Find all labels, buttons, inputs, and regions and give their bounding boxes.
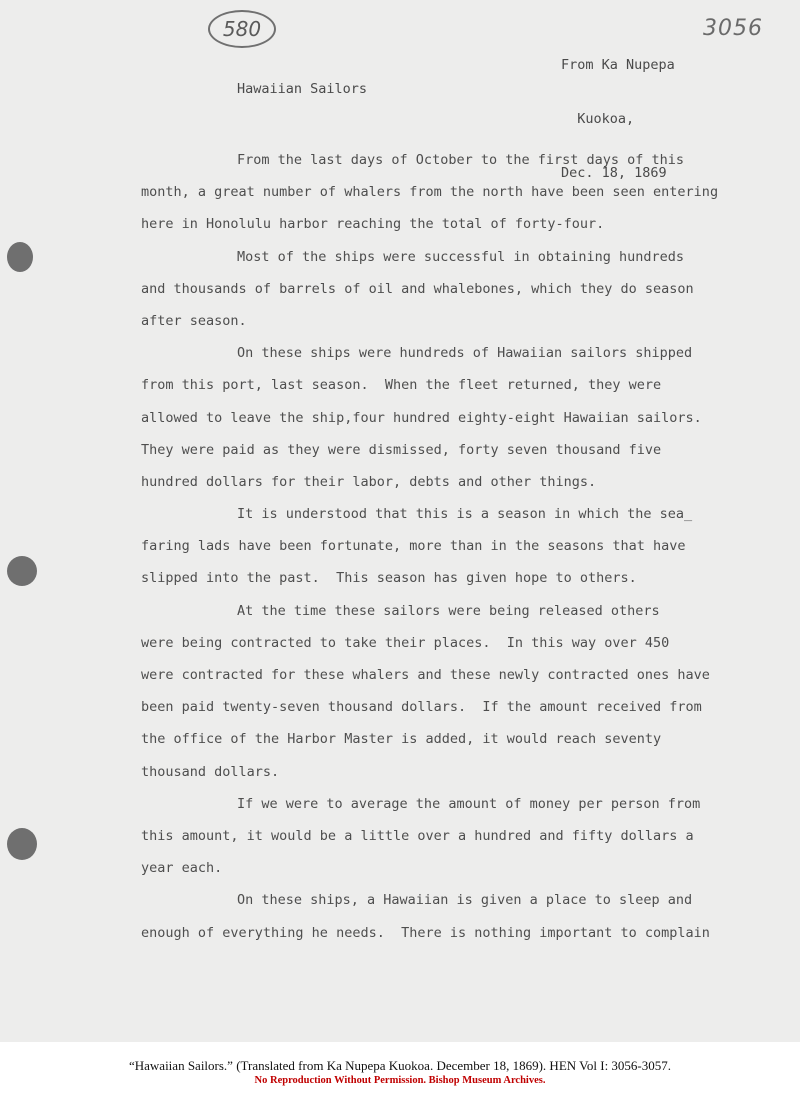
paragraph-first-line: On these ships were hundreds of Hawaiian sailors shipped — [237, 345, 693, 362]
punch-hole-bottom — [7, 828, 37, 860]
source-line: Dec. 18, 1869 — [561, 165, 667, 181]
article-body — [141, 144, 781, 949]
paragraph-line: been paid twenty-seven thousand dollars. If the amount received from — [141, 699, 702, 716]
paragraph-first-line: If we were to average the amount of money per person from — [237, 795, 701, 812]
paragraph-first-line: It is understood that this is a season in which the sea_ — [237, 506, 693, 523]
paragraph-line: slipped into the past. This season has given hope to others. — [141, 570, 637, 587]
paragraph-line: faring lads have been fortunate, more than in the seasons that have — [141, 538, 686, 555]
footer-citation: “Hawaiian Sailors.” (Translated from Ka Nupepa Kuokoa. December 18, 1869). HEN Vol I: 3056-3057. — [128, 1058, 672, 1073]
paragraph-line: hundred dollars for their labor, debts and other things. — [141, 473, 597, 490]
copyright-notice: No Reproduction Without Permission. Bishop Museum Archives. — [254, 1075, 546, 1086]
source-line: From Ka Nupepa — [561, 57, 675, 73]
paragraph-line: and thousands of barrels of oil and whalebones, which they do season — [141, 280, 694, 297]
document-title: Hawaiian Sailors — [237, 81, 368, 97]
paragraph-line: after season. — [141, 312, 247, 329]
paragraph-line: year each. — [141, 860, 223, 877]
source-line: Kuokoa, — [561, 111, 635, 127]
paragraph-line: from this port, last season. When the fleet returned, they were — [141, 377, 662, 394]
paragraph-line: month, a great number of whalers from the north have been seen entering — [141, 184, 719, 201]
paragraph-first-line: On these ships, a Hawaiian is given a place to sleep and — [237, 892, 693, 909]
paragraph-line: this amount, it would be a little over a hundred and fifty dollars a — [141, 827, 694, 844]
paragraph-first-line: From the last days of October to the first days of this — [237, 152, 685, 168]
paragraph-line: allowed to leave the ship,four hundred eighty-eight Hawaiian sailors. — [141, 409, 702, 426]
punch-hole-top — [7, 242, 33, 272]
paragraph-line: enough of everything he needs. There is nothing important to complain — [141, 924, 710, 941]
paragraph-line: thousand dollars. — [141, 763, 280, 780]
paragraph-line: the office of the Harbor Master is added, it would reach seventy — [141, 731, 662, 748]
archive-footer — [0, 1058, 800, 1088]
punch-hole-middle — [7, 556, 37, 586]
handwritten-reference-number: 3056 — [703, 16, 763, 41]
paragraph-line: They were paid as they were dismissed, forty seven thousand five — [141, 441, 662, 458]
paragraph-line: were being contracted to take their places. In this way over 450 — [141, 634, 670, 651]
paragraph-first-line: Most of the ships were successful in obtaining hundreds — [237, 248, 685, 265]
paragraph-line: here in Honolulu harbor reaching the total of forty-four. — [141, 216, 605, 233]
paragraph-first-line: At the time these sailors were being released others — [237, 602, 660, 619]
circled-page-number: 580 — [208, 10, 276, 48]
paragraph-line: were contracted for these whalers and these newly contracted ones have — [141, 667, 710, 683]
